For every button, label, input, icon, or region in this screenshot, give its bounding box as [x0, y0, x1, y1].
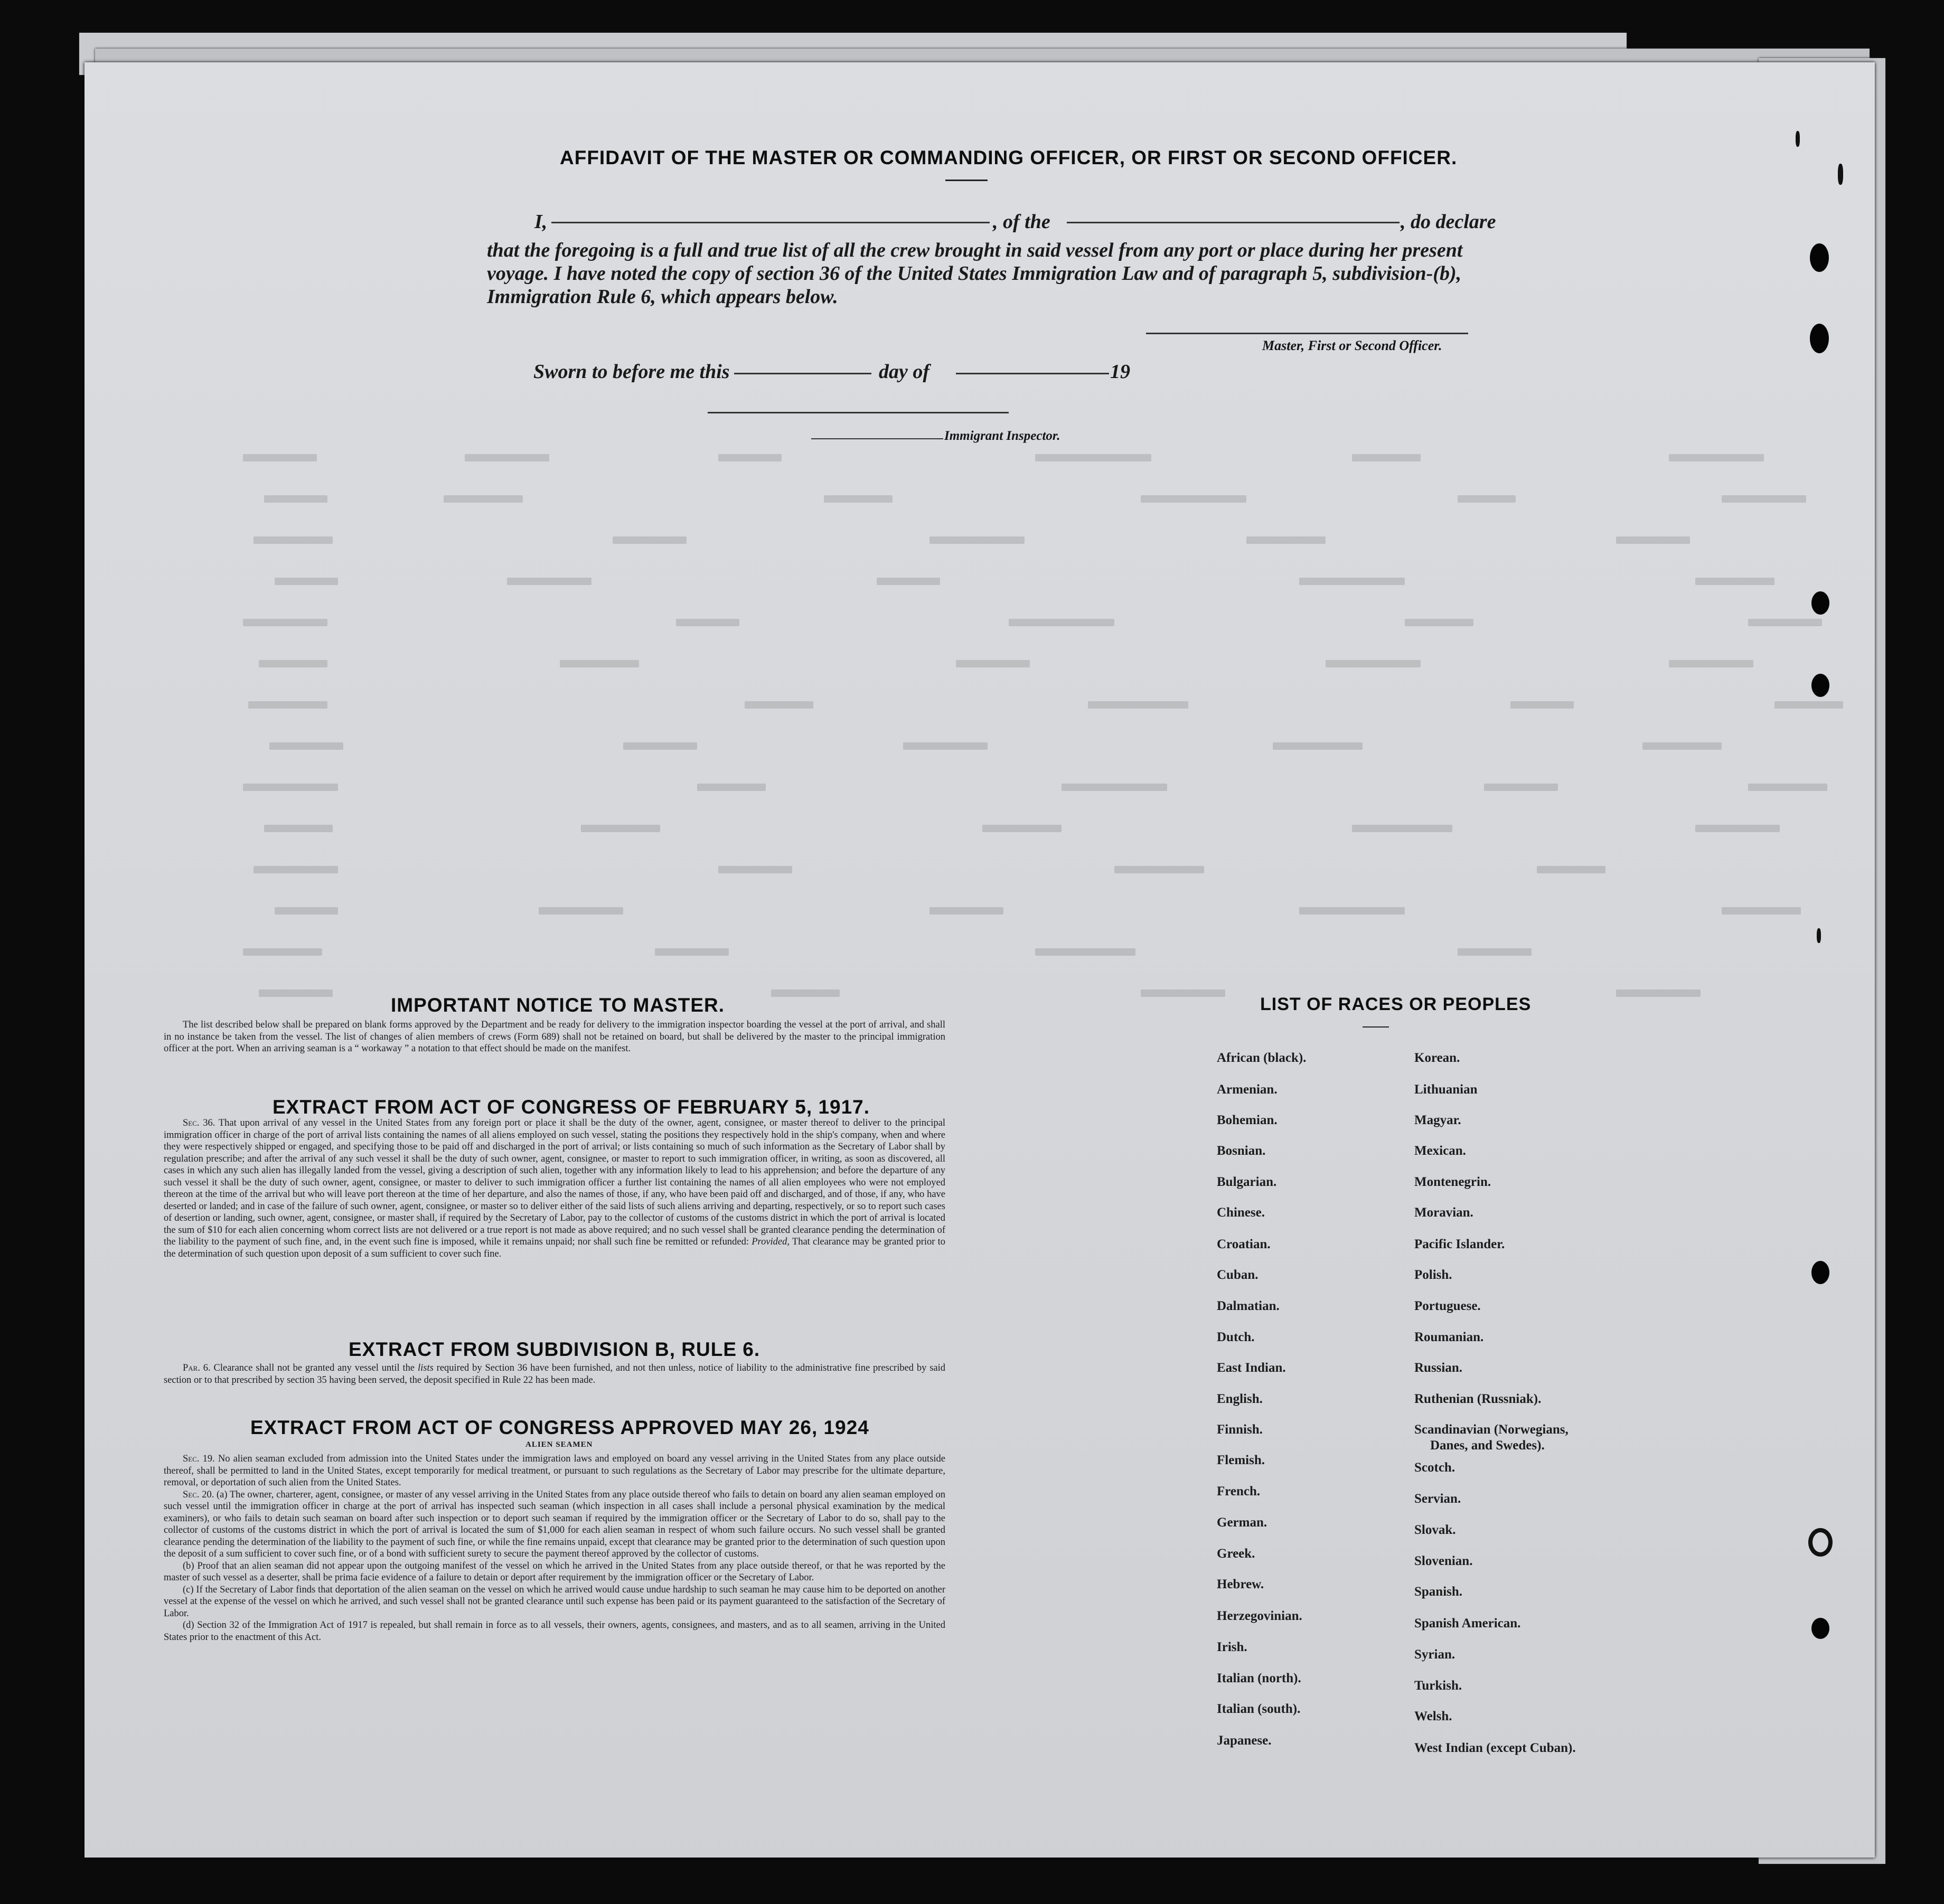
affidavit-i-label: I,: [534, 211, 548, 233]
extract-rule6-title: EXTRACT FROM SUBDIVISION B, RULE 6.: [349, 1339, 760, 1360]
affidavit-line-2: that the foregoing is a full and true list of all the crew brought in said vessel from any port or place during her present: [487, 239, 1463, 261]
race-right-10: Russian.: [1414, 1361, 1463, 1375]
sec-36-tail: That clearance may be granted prior to the determination of such question upon deposit of a sum sufficient to cover such fine.: [164, 1237, 946, 1259]
inspector-signature-line-top: [708, 412, 1009, 413]
race-left-9: Dutch.: [1217, 1330, 1255, 1344]
inspector-signature-line: [811, 438, 943, 439]
punch-hole: [1810, 243, 1829, 272]
races-title: LIST OF RACES OR PEOPLES: [1260, 994, 1532, 1014]
race-right-21: Welsh.: [1414, 1709, 1452, 1723]
race-left-20: Italian (north).: [1217, 1671, 1301, 1685]
race-left-17: Hebrew.: [1217, 1577, 1264, 1591]
extract-1924-title: EXTRACT FROM ACT OF CONGRESS APPROVED MAY 26, 1924: [250, 1417, 869, 1438]
affidavit-do-declare: , do declare: [1401, 211, 1496, 233]
par-6-text-b: required by Section 36 have been furnished, and not then unless, notice of liability to the administrative fine prescribed by said section or to that prescribed by section 35 having been served, the deposit specified in Rule 22 has been made.: [164, 1363, 946, 1385]
notice-title: IMPORTANT NOTICE TO MASTER.: [391, 994, 725, 1016]
punch-hole: [1811, 674, 1829, 697]
affidavit-title: AFFIDAVIT OF THE MASTER OR COMMANDING OFFICER, OR FIRST OR SECOND OFFICER.: [560, 147, 1458, 168]
sec-20a-text: (a) The owner, charterer, agent, consignee, or master of any vessel arriving in the United States from any place outside thereof who fails to detain on board any alien seaman employed on such vessel until the immigration officer in charge at the port of arrival has inspected such seaman (which inspection in all cases shall include a personal physical examination by the medical examiners), or who fails to detain such seaman on board after such inspection or to deport such seaman if required by the immigration officer or the Secretary of Labor to do so, shall pay to the collector of customs of the customs district in which the port of arrival is located the sum of $1,000 for each alien seaman in respect of whom such failure occurs. No such vessel shall be granted clearance pending the determination of the liability to the payment of such fine, or while the fine remains unpaid, except that clearance may be granted prior to the determination of such question upon the deposit of a sum sufficient to cover such fine, or of a bond with sufficient surety to secure the payment thereof approved by the collector of customs.: [164, 1489, 946, 1559]
extract-rule6-paragraph: [164, 1362, 945, 1386]
punch-hole: [1810, 324, 1829, 353]
sec-36-text: That upon arrival of any vessel in the United States from any foreign port or place it shall be the duty of the owner, agent, consignee, or master thereof to deliver to the principal immigration officer in charge of the port of arrival lists containing the names of all aliens employed on such vessel, stating the positions they respectively hold in the ship's company, when and where they were respectively shipped or engaged, and specifying those to be paid off and discharged in the port of arrival; or lists containing so much of such information as the Secretary of Labor shall by regulation prescribe; and after the arrival of any such vessel it shall be the duty of such owner, agent, consignee, or master to report to such immigration officer, in writing, as soon as discovered, all cases in which any such alien has illegally landed from the vessel, giving a description of such alien, together with any information likely to lead to his apprehension; and before the departure of any such vessel it shall be the duty of such owner, agent, consignee, or master to deliver to such immigration officer a further list containing the names of all alien employees who were not employed thereon at the time of the arrival but who will leave port thereon at the time of her departure, and also the names of those, if any, who have been paid off and discharged, and of those, if any, who have deserted or landed; and in case of the failure of such owner, agent, consignee, or master so to deliver either of the said lists of such aliens arriving and departing, respectively, or so to report such cases of desertion or landing, such owner, agent, consignee, or master shall, if required by the Secretary of Labor, pay to the collector of customs of the customs district in which the port of arrival is located the sum of $10 for each alien concerning whom correct lists are not delivered or a true report is not made as above required; and no such vessel shall be granted clearance pending the determination of the liability to the payment of such fine, and, in the event such fine is imposed, while it remains unpaid; nor shall such fine be remitted or refunded:: [164, 1118, 946, 1247]
master-signature-line: [1146, 333, 1468, 334]
race-left-11: English.: [1217, 1392, 1263, 1406]
race-right-3: Mexican.: [1414, 1144, 1466, 1158]
affidavit-of-the: , of the: [993, 211, 1050, 233]
inspector-label: Immigrant Inspector.: [944, 429, 1060, 443]
races-title-underline: [1363, 1026, 1389, 1028]
punch-hole: [1811, 1618, 1829, 1639]
race-right-7: Polish.: [1414, 1268, 1452, 1282]
sec-20d-text: (d) Section 32 of the Immigration Act of 1917 is repealed, but shall remain in force as to all vessels, their owners, agents, consignees, and masters, and as to all seamen, arriving in the United States prior to the enactment of this Act.: [164, 1620, 945, 1643]
race-right-14: Servian.: [1414, 1492, 1461, 1506]
lists-word: lists: [417, 1363, 434, 1373]
race-left-8: Dalmatian.: [1217, 1299, 1280, 1313]
race-right-8: Portuguese.: [1414, 1299, 1481, 1313]
race-left-22: Japanese.: [1217, 1733, 1272, 1748]
sec-20b-text: (b) Proof that an alien seaman did not appear upon the outgoing manifest of the vessel on which he arrived in the United States from any place outside thereof, or that he was reported by the master of such vessel as a deserter, shall be prima facie evidence of a failure to detain or deport after requirement by the immigration officer or the Secretary of Labor.: [164, 1560, 945, 1583]
race-left-15: German.: [1217, 1515, 1267, 1530]
notice-text: The list described below shall be prepared on blank forms approved by the Department and be ready for delivery to the immigration inspector boarding the vessel at the port of arrival, and shall in no instance be taken from the vessel. The list of changes of alien members of crews (Form 689) shall not be retained on board, but shall be delivered by the master to the principal immigration officer at the port. When an arriving seaman is a “ workaway ” a notation to that effect should be made on the manifest.: [164, 1020, 945, 1054]
sworn-label: Sworn to before me this: [533, 361, 730, 383]
race-left-12: Finnish.: [1217, 1422, 1263, 1437]
punch-hole: [1808, 1528, 1833, 1557]
margin-mark: [1838, 164, 1843, 185]
margin-mark: [1817, 928, 1821, 943]
punch-hole: [1811, 591, 1829, 615]
extract-1917-paragraph: [164, 1117, 945, 1260]
race-left-10: East Indian.: [1217, 1361, 1286, 1375]
sec-20-label: Sec. 20.: [183, 1489, 214, 1500]
race-left-0: African (black).: [1217, 1051, 1307, 1065]
race-right-16: Slovenian.: [1414, 1554, 1473, 1568]
race-left-2: Bohemian.: [1217, 1113, 1278, 1127]
year-label: 19: [1110, 361, 1130, 383]
sec-19-label: Sec. 19.: [183, 1454, 215, 1464]
race-right-18: Spanish American.: [1414, 1616, 1521, 1630]
race-left-1: Armenian.: [1217, 1082, 1278, 1097]
sec-36-label: Sec. 36.: [183, 1118, 215, 1128]
race-right-9: Roumanian.: [1414, 1330, 1484, 1344]
affidavit-line-4: Immigration Rule 6, which appears below.: [487, 286, 838, 308]
sec-19-text: No alien seaman excluded from admission into the United States under the immigration laws and employed on board any vessel arriving in the United States from any place outside thereof, shall be permitted to land in the United States, except temporarily for medical treatment, or pursuant to such regulations as the Secretary of Labor may prescribe for the ultimate departure, removal, or deportation of such alien from the United States.: [164, 1454, 945, 1488]
alien-seamen-subtitle: ALIEN SEAMEN: [525, 1440, 593, 1449]
affidavit-line-3: voyage. I have noted the copy of section 36 of the United States Immigration Law and of paragraph 5, subdivision-(b),: [487, 262, 1462, 285]
sec-20c-text: (c) If the Secretary of Labor finds that deportation of the alien seaman on the vessel on which he arrived would cause undue hardship to such seaman he may cause him to be deported on another vessel at the expense of the vessel on which he arrived, and such vessel shall not be granted clearance until such expense has been paid or its payment guaranteed to the satisfaction of the Secretary of Labor.: [164, 1584, 945, 1619]
race-right-5: Moravian.: [1414, 1205, 1473, 1220]
provided-label: Provided,: [752, 1237, 790, 1247]
race-left-19: Irish.: [1217, 1640, 1247, 1654]
race-right-11: Ruthenian (Russniak).: [1414, 1392, 1542, 1406]
race-right-22: West Indian (except Cuban).: [1414, 1741, 1576, 1755]
race-left-4: Bulgarian.: [1217, 1175, 1277, 1189]
race-right-6: Pacific Islander.: [1414, 1237, 1505, 1251]
race-right-20: Turkish.: [1414, 1679, 1462, 1693]
race-left-6: Croatian.: [1217, 1237, 1271, 1251]
race-left-7: Cuban.: [1217, 1268, 1259, 1282]
race-left-18: Herzegovinian.: [1217, 1609, 1302, 1623]
race-item-continuation: Danes, and Swedes).: [1430, 1438, 1545, 1453]
race-left-5: Chinese.: [1217, 1205, 1265, 1220]
extract-1924-paragraph: [164, 1453, 945, 1643]
race-right-19: Syrian.: [1414, 1647, 1455, 1662]
title-underline: [945, 180, 988, 181]
race-right-0: Korean.: [1414, 1051, 1460, 1065]
race-left-14: French.: [1217, 1484, 1261, 1498]
race-left-16: Greek.: [1217, 1547, 1255, 1561]
race-right-2: Magyar.: [1414, 1113, 1461, 1127]
notice-paragraph: [164, 1019, 945, 1055]
name-blank-line: [551, 222, 990, 223]
race-right-1: Lithuanian: [1414, 1082, 1478, 1097]
race-left-3: Bosnian.: [1217, 1144, 1266, 1158]
vessel-blank-line: [1067, 222, 1400, 223]
sworn-month-blank: [956, 373, 1109, 374]
par-6-label: Par. 6.: [183, 1363, 211, 1373]
master-signature-label: Master, First or Second Officer.: [1262, 338, 1442, 353]
margin-mark: [1796, 131, 1800, 147]
race-left-21: Italian (south).: [1217, 1702, 1301, 1716]
race-left-13: Flemish.: [1217, 1453, 1265, 1467]
race-right-13: Scotch.: [1414, 1460, 1455, 1475]
punch-hole: [1811, 1261, 1829, 1284]
race-right-12: Scandinavian (Norwegians,: [1414, 1422, 1569, 1437]
par-6-text-a: Clearance shall not be granted any vessel until the: [213, 1363, 415, 1373]
day-of-label: day of: [879, 361, 930, 383]
race-right-17: Spanish.: [1414, 1585, 1463, 1599]
race-right-4: Montenegrin.: [1414, 1175, 1491, 1189]
race-right-15: Slovak.: [1414, 1523, 1456, 1537]
extract-1917-title: EXTRACT FROM ACT OF CONGRESS OF FEBRUARY 5, 1917.: [273, 1096, 870, 1118]
sworn-day-blank: [734, 373, 871, 374]
